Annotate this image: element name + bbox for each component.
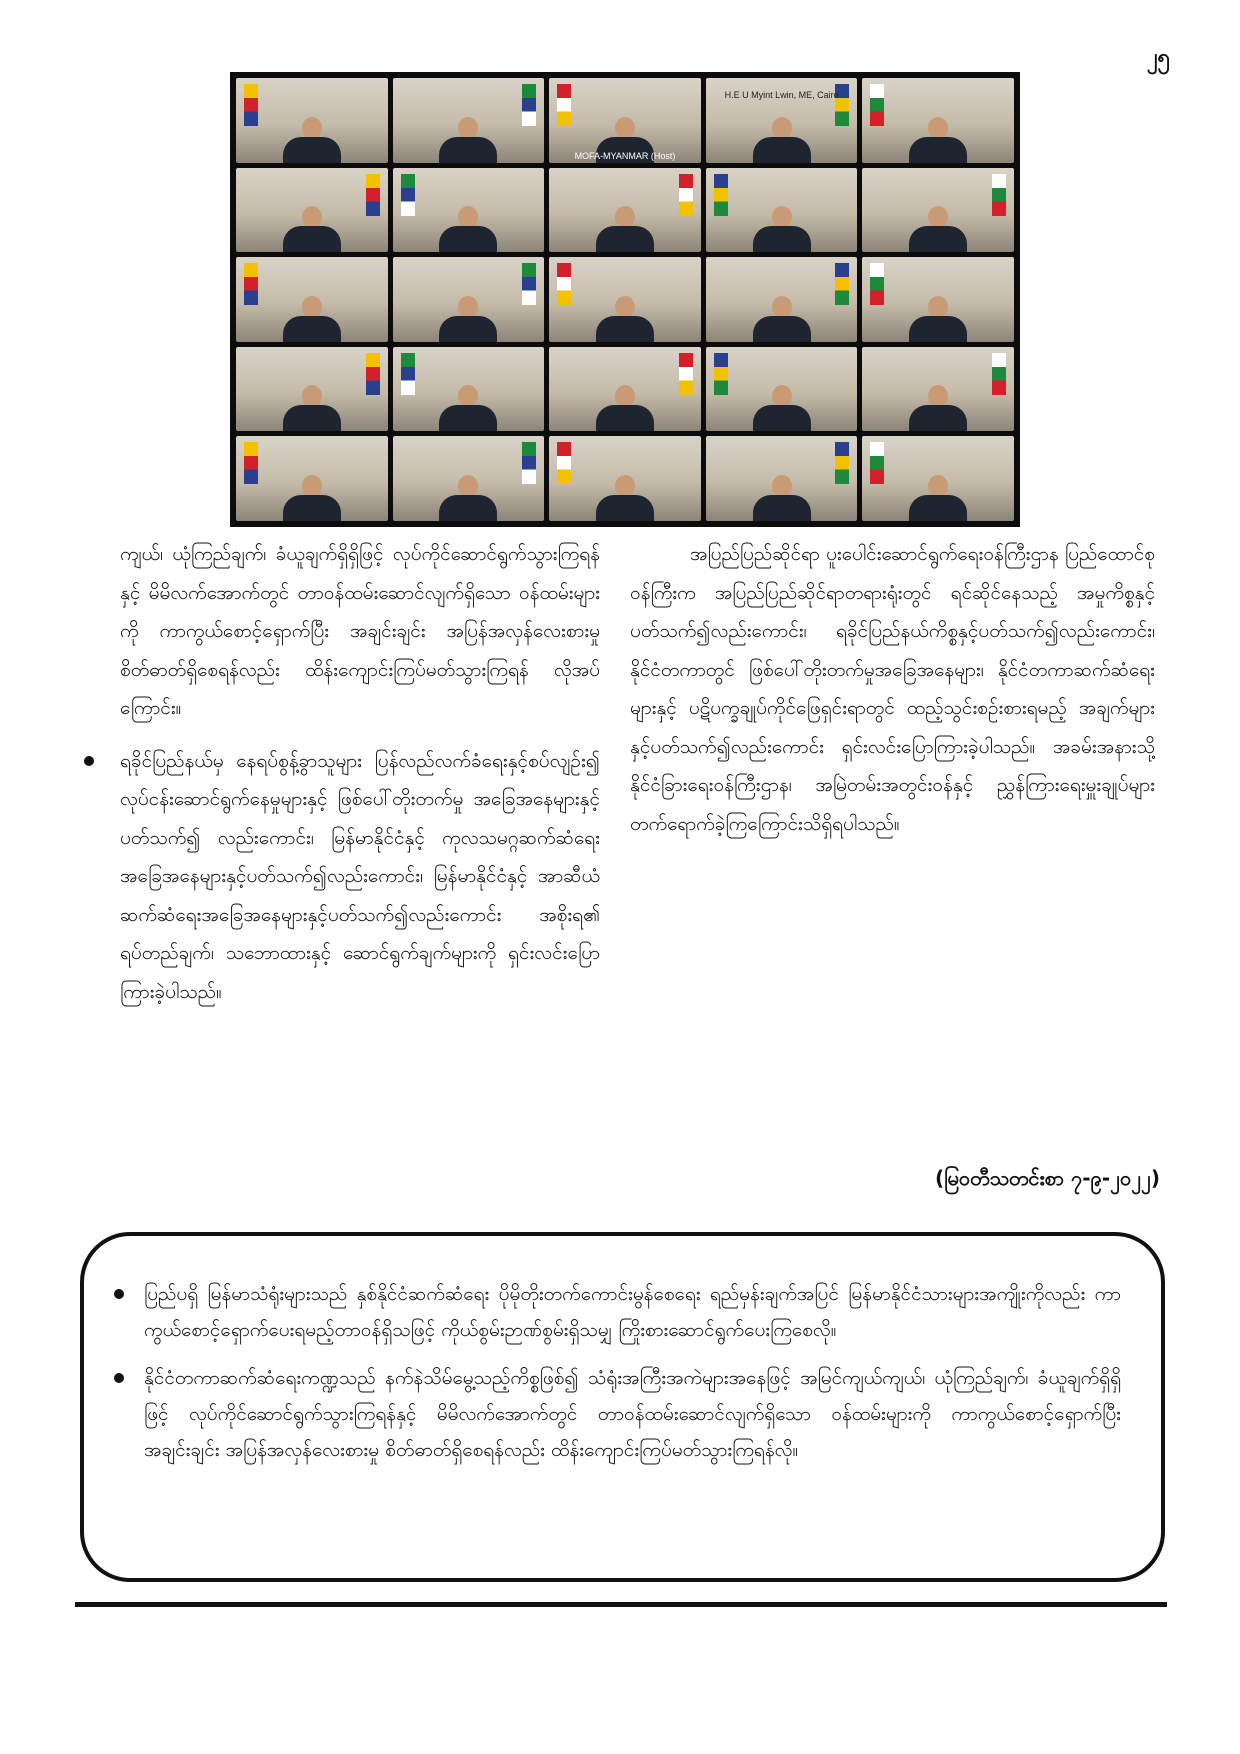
conference-participant-tile: [393, 257, 545, 342]
flag-icon: [835, 263, 849, 305]
conference-participant-tile: [549, 436, 701, 521]
participant-figure: [753, 117, 811, 163]
flag-icon: [557, 84, 571, 126]
participant-figure: [909, 475, 967, 521]
bullet-icon: [114, 1289, 124, 1299]
participant-figure: [439, 475, 497, 521]
conference-participant-tile: [236, 257, 388, 342]
bullet-icon: [84, 756, 94, 766]
flag-icon: [244, 84, 258, 126]
participant-figure: [909, 296, 967, 342]
participant-figure: [909, 385, 967, 431]
source-citation: (မြဝတီသတင်းစာ ၇-၉-၂၀၂၂): [934, 1166, 1160, 1190]
flag-icon: [992, 174, 1006, 216]
conference-participant-tile: [236, 78, 388, 163]
flag-icon: [522, 442, 536, 484]
participant-figure: [283, 206, 341, 252]
conference-participant-tile: [549, 168, 701, 253]
conference-participant-tile: [706, 436, 858, 521]
participant-figure: [909, 117, 967, 163]
tile-caption: MOFA-MYANMAR (Host): [574, 150, 676, 161]
participant-figure: [909, 206, 967, 252]
conference-participant-tile: [706, 347, 858, 432]
article-right-column: [630, 535, 1155, 843]
summary-item: [144, 1360, 1121, 1468]
conference-participant-tile: [393, 168, 545, 253]
conference-participant-tile: [862, 168, 1014, 253]
flag-icon: [679, 174, 693, 216]
conference-participant-tile: [706, 257, 858, 342]
participant-figure: [753, 296, 811, 342]
conference-participant-tile: [393, 347, 545, 432]
bottom-divider: [75, 1602, 1167, 1607]
conference-participant-tile: [862, 436, 1014, 521]
conference-participant-tile: [393, 78, 545, 163]
flag-icon: [557, 263, 571, 305]
participant-figure: [753, 475, 811, 521]
article-bullet-text: ရခိုင်ပြည်နယ်မှ နေရပ်စွန့်ခွာသူများ ပြန်လည်လက်ခံရေးနှင့်စပ်လျဉ်း၍ လုပ်ငန်းဆောင်ရွက်နေမှုများနှင့် ဖြစ်ပေါ်တိုးတက်မှု အခြေအနေများနှင့်ပတ်သက်၍ လည်းကောင်း၊ မြန်မာနိုင်ငံနှင့် ကုလသမဂ္ဂဆက်ဆံရေးအခြေအနေများနှင့်ပတ်သက်၍လည်းကောင်း၊ မြန်မာနိုင်ငံနှင့် အာဆီယံဆက်ဆံရေးအခြေအနေများနှင့်ပတ်သက်၍လည်းကောင်း အစိုးရ၏ ရပ်တည်ချက်၊ သဘောထားနှင့် ဆောင်ရွက်ချက်များကို ရှင်းလင်းပြောကြားခဲ့ပါသည်။: [120, 749, 600, 1003]
participant-figure: [596, 385, 654, 431]
article-paragraph: ကျယ်၊ ယုံကြည်ချက်၊ ခံယူချက်ရှိရှိဖြင့် လုပ်ကိုင်ဆောင်ရွက်သွားကြရန်နှင့် မိမိလက်အောက်တွင် တာဝန်ထမ်းဆောင်လျက်ရှိသော ဝန်ထမ်းများကို ကာကွယ်စောင့်ရှောက်ပြီး အချင်းချင်း အပြန်အလှန်လေးစားမှု စိတ်ဓာတ်ရှိစေရန်လည်း ထိန်းကျောင်းကြပ်မတ်သွားကြရန် လိုအပ်ကြောင်း။: [120, 543, 600, 719]
video-conference-photo: [230, 72, 1020, 527]
participant-figure: [283, 475, 341, 521]
article-left-column: [120, 535, 600, 1011]
flag-icon: [244, 442, 258, 484]
participant-figure: [439, 296, 497, 342]
summary-box: [80, 1232, 1165, 1582]
flag-icon: [244, 263, 258, 305]
flag-icon: [870, 442, 884, 484]
article-paragraph: အပြည်ပြည်ဆိုင်ရာ ပူးပေါင်းဆောင်ရွက်ရေးဝန်ကြီးဌာန ပြည်ထောင်စုဝန်ကြီးက အပြည်ပြည်ဆိုင်ရာတရားရုံးတွင် ရင်ဆိုင်နေသည့် အမှုကိစ္စနှင့်ပတ်သက်၍လည်းကောင်း၊ ရခိုင်ပြည်နယ်ကိစ္စနှင့်ပတ်သက်၍လည်းကောင်း၊ နိုင်ငံတကာတွင် ဖြစ်ပေါ်တိုးတက်မှုအခြေအနေများ၊ နိုင်ငံတကာဆက်ဆံရေးများနှင့် ပဋိပက္ခချုပ်ကိုင်ဖြေရှင်းရာတွင် ထည့်သွင်းစဉ်းစားရမည့် အချက်များနှင့်ပတ်သက်၍လည်းကောင်း ရှင်းလင်းပြောကြားခဲ့ပါသည်။ အခမ်းအနားသို့ နိုင်ငံခြားရေးဝန်ကြီးဌာန၊ အမြဲတမ်းအတွင်းဝန်နှင့် ညွှန်ကြားရေးမှူးချုပ်များ တက်ရောက်ခဲ့ကြကြောင်းသိရှိရပါသည်။: [630, 543, 1155, 835]
conference-participant-tile: [393, 436, 545, 521]
summary-text: ပြည်ပရှိ မြန်မာသံရုံးများသည် နှစ်နိုင်ငံဆက်ဆံရေး ပိုမိုတိုးတက်ကောင်းမွန်စေရေး ရည်မှန်းချက်အပြင် မြန်မာနိုင်ငံသားများအကျိုးကိုလည်း ကာကွယ်စောင့်ရှောက်ပေးရမည့်တာဝန်ရှိသဖြင့် ကိုယ်စွမ်းဉာဏ်စွမ်းရှိသမျှ ကြိုးစားဆောင်ရွက်ပေးကြစေလို။: [144, 1283, 1121, 1341]
flag-icon: [522, 263, 536, 305]
flag-icon: [714, 353, 728, 395]
conference-participant-tile: [549, 78, 701, 163]
summary-text: နိုင်ငံတကာဆက်ဆံရေးကဏ္ဍသည် နက်နဲသိမ်မွေ့သည့်ကိစ္စဖြစ်၍ သံရုံးအကြီးအကဲများအနေဖြင့် အမြင်ကျယ်ကျယ်၊ ယုံကြည်ချက်၊ ခံယူချက်ရှိရှိဖြင့် လုပ်ကိုင်ဆောင်ရွက်သွားကြရန်နှင့် မိမိလက်အောက်တွင် တာဝန်ထမ်းဆောင်လျက်ရှိသော ဝန်ထမ်းများကို ကာကွယ်စောင့်ရှောက်ပြီး အချင်းချင်း အပြန်အလှန်လေးစားမှု စိတ်ဓာတ်ရှိစေရန်လည်း ထိန်းကျောင်းကြပ်မတ်သွားကြရန်လို။: [144, 1367, 1121, 1461]
tile-top-caption: H.E U Myint Lwin, ME, Cairo: [724, 90, 839, 100]
flag-icon: [366, 174, 380, 216]
conference-participant-tile: [549, 257, 701, 342]
participant-figure: [439, 385, 497, 431]
summary-item: [144, 1276, 1121, 1348]
conference-participant-tile: [236, 347, 388, 432]
flag-icon: [401, 353, 415, 395]
flag-icon: [870, 84, 884, 126]
conference-participant-tile: [706, 168, 858, 253]
flag-icon: [992, 353, 1006, 395]
flag-icon: [401, 174, 415, 216]
conference-participant-tile: [706, 78, 858, 163]
flag-icon: [679, 353, 693, 395]
conference-participant-tile: [236, 168, 388, 253]
flag-icon: [557, 442, 571, 484]
flag-icon: [522, 84, 536, 126]
participant-figure: [439, 206, 497, 252]
flag-icon: [835, 442, 849, 484]
article-bullet-item: [120, 742, 600, 1012]
participant-figure: [283, 117, 341, 163]
conference-participant-tile: [862, 347, 1014, 432]
conference-participant-tile: [862, 257, 1014, 342]
participant-figure: [439, 117, 497, 163]
page-number: ၂၅: [1146, 45, 1170, 70]
conference-participant-tile: [236, 436, 388, 521]
participant-figure: [753, 206, 811, 252]
conference-participant-tile: [549, 347, 701, 432]
flag-icon: [870, 263, 884, 305]
conference-participant-tile: [862, 78, 1014, 163]
participant-figure: [596, 296, 654, 342]
bullet-icon: [114, 1373, 124, 1383]
participant-figure: [753, 385, 811, 431]
participant-figure: [283, 385, 341, 431]
flag-icon: [714, 174, 728, 216]
participant-figure: [596, 206, 654, 252]
flag-icon: [366, 353, 380, 395]
participant-figure: [283, 296, 341, 342]
participant-figure: [596, 475, 654, 521]
